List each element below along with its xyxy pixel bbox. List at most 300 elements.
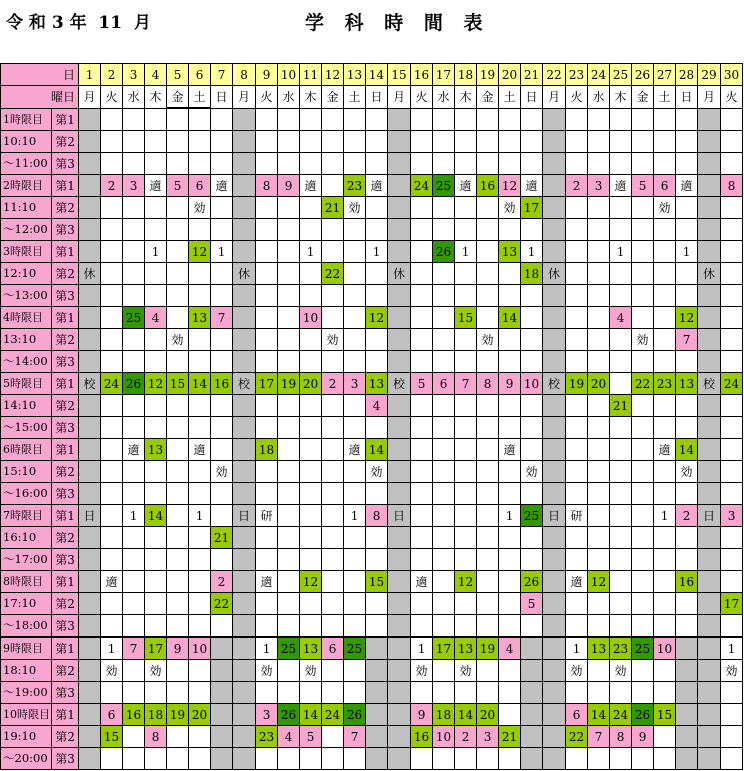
schedule-cell [411, 439, 433, 461]
schedule-cell [499, 615, 521, 638]
schedule-cell [588, 307, 610, 329]
holiday-cell [233, 682, 256, 704]
schedule-cell [521, 417, 543, 439]
schedule-cell: 12 [499, 175, 521, 197]
schedule-cell [632, 153, 654, 175]
slot-label: 第1 [52, 175, 79, 197]
holiday-cell [676, 726, 698, 748]
schedule-cell [123, 197, 145, 219]
schedule-cell [101, 748, 123, 770]
schedule-cell [101, 241, 123, 263]
schedule-cell [610, 615, 632, 638]
holiday-cell [79, 219, 101, 241]
period-label-cell [1, 153, 52, 175]
schedule-cell: 17 [433, 637, 455, 660]
schedule-cell: 1 [145, 241, 167, 263]
schedule-cell [411, 219, 433, 241]
schedule-cell: 3 [344, 373, 366, 395]
schedule-cell: 23 [654, 373, 676, 395]
holiday-cell: 休 [388, 263, 411, 285]
schedule-cell: 7 [123, 637, 145, 660]
schedule-cell [521, 483, 543, 505]
schedule-cell [167, 593, 189, 615]
schedule-cell [411, 263, 433, 285]
schedule-cell [300, 108, 322, 131]
schedule-cell [654, 241, 676, 263]
holiday-cell [388, 660, 411, 682]
holiday-cell [543, 131, 566, 153]
holiday-cell [543, 197, 566, 219]
period-end: ～20:00 [3, 751, 48, 765]
schedule-cell [123, 241, 145, 263]
schedule-cell [610, 682, 632, 704]
holiday-cell [233, 307, 256, 329]
schedule-cell: 10 [433, 726, 455, 748]
schedule-cell [477, 285, 499, 307]
schedule-cell [101, 263, 123, 285]
schedule-cell: 14 [676, 439, 698, 461]
period-label-cell [1, 637, 52, 660]
holiday-cell: 日 [543, 505, 566, 527]
schedule-cell [610, 461, 632, 483]
schedule-cell: 23 [344, 175, 366, 197]
schedule-cell [632, 549, 654, 571]
holiday-cell: 校 [698, 373, 721, 395]
schedule-cell [189, 726, 211, 748]
holiday-cell [698, 549, 721, 571]
schedule-cell: 2 [101, 175, 123, 197]
period-label-cell [1, 439, 52, 461]
schedule-cell [322, 307, 344, 329]
schedule-cell [101, 461, 123, 483]
schedule-cell [588, 131, 610, 153]
schedule-cell [721, 131, 743, 153]
schedule-cell [278, 197, 300, 219]
day-number: 7 [211, 64, 233, 86]
holiday-cell [698, 351, 721, 373]
schedule-cell [145, 131, 167, 153]
schedule-cell [322, 748, 344, 770]
schedule-cell [278, 108, 300, 131]
schedule-cell [366, 285, 388, 307]
schedule-cell [101, 483, 123, 505]
period-label-cell [1, 329, 52, 351]
schedule-cell: 1 [101, 637, 123, 660]
schedule-cell: 21 [610, 395, 632, 417]
schedule-cell [566, 395, 588, 417]
schedule-cell [499, 461, 521, 483]
schedule-cell [477, 131, 499, 153]
period-label-cell [1, 571, 52, 593]
schedule-cell: 効 [676, 461, 698, 483]
schedule-cell [477, 748, 499, 770]
holiday-cell [543, 660, 566, 682]
schedule-cell [433, 549, 455, 571]
schedule-cell: 8 [721, 175, 743, 197]
schedule-cell: 効 [721, 660, 743, 682]
weekday-cell: 日 [366, 86, 388, 109]
slot-row [1, 439, 743, 461]
schedule-cell: 13 [588, 637, 610, 660]
schedule-cell [721, 527, 743, 549]
schedule-cell: 12 [189, 241, 211, 263]
period-label-cell [1, 263, 52, 285]
holiday-cell [698, 660, 721, 682]
schedule-cell [499, 351, 521, 373]
period-label-cell [1, 527, 52, 549]
holiday-cell [543, 307, 566, 329]
holiday-cell [698, 395, 721, 417]
page-header [0, 0, 744, 60]
holiday-cell [233, 704, 256, 726]
weekday-cell: 木 [145, 86, 167, 109]
holiday-cell [366, 748, 388, 770]
holiday-cell [233, 748, 256, 770]
schedule-cell: 26 [433, 241, 455, 263]
schedule-cell: 適 [654, 439, 676, 461]
holiday-cell [698, 417, 721, 439]
schedule-cell [433, 329, 455, 351]
day-number: 16 [411, 64, 433, 86]
holiday-cell [388, 395, 411, 417]
holiday-cell [366, 726, 388, 748]
schedule-cell [632, 593, 654, 615]
slot-row [1, 329, 743, 351]
schedule-cell [411, 285, 433, 307]
schedule-cell [610, 373, 632, 395]
schedule-cell [211, 108, 233, 131]
schedule-cell [189, 351, 211, 373]
schedule-cell [499, 593, 521, 615]
schedule-cell [676, 417, 698, 439]
schedule-cell [256, 197, 278, 219]
schedule-cell [300, 197, 322, 219]
schedule-cell [256, 615, 278, 638]
slot-label: 第2 [52, 197, 79, 219]
schedule-cell [654, 615, 676, 638]
holiday-cell [543, 527, 566, 549]
schedule-cell [588, 197, 610, 219]
holiday-cell [543, 593, 566, 615]
period-label-cell [1, 219, 52, 241]
schedule-cell: 26 [521, 571, 543, 593]
period-start: 18:10 [3, 663, 37, 677]
period-label-cell [1, 131, 52, 153]
schedule-cell [101, 219, 123, 241]
period-end: ～11:00 [3, 156, 48, 170]
period-label-cell [1, 175, 52, 197]
holiday-cell [79, 615, 101, 638]
schedule-cell [632, 285, 654, 307]
schedule-cell [433, 153, 455, 175]
schedule-cell [521, 395, 543, 417]
schedule-cell: 9 [499, 373, 521, 395]
schedule-cell [610, 748, 632, 770]
schedule-cell [721, 351, 743, 373]
period-name: 8時限目 [3, 575, 43, 588]
schedule-cell [588, 615, 610, 638]
schedule-cell [566, 483, 588, 505]
schedule-cell [477, 439, 499, 461]
holiday-cell [543, 241, 566, 263]
weekday-label: 曜日 [1, 86, 79, 109]
slot-label: 第3 [52, 615, 79, 638]
schedule-cell [654, 682, 676, 704]
schedule-cell [632, 571, 654, 593]
schedule-cell [167, 263, 189, 285]
holiday-cell [79, 483, 101, 505]
schedule-cell [610, 108, 632, 131]
schedule-cell [632, 417, 654, 439]
schedule-cell [256, 593, 278, 615]
schedule-cell [256, 329, 278, 351]
schedule-cell: 7 [211, 307, 233, 329]
slot-row [1, 549, 743, 571]
schedule-cell [632, 483, 654, 505]
schedule-cell: 1 [189, 505, 211, 527]
schedule-cell [455, 351, 477, 373]
holiday-cell [698, 175, 721, 197]
schedule-cell [167, 197, 189, 219]
schedule-cell: 1 [721, 637, 743, 660]
schedule-cell [676, 395, 698, 417]
schedule-cell [455, 461, 477, 483]
holiday-cell [388, 682, 411, 704]
schedule-cell [167, 108, 189, 131]
schedule-cell [433, 527, 455, 549]
schedule-cell [588, 660, 610, 682]
holiday-cell [79, 395, 101, 417]
period-name: 9時限目 [3, 642, 43, 655]
schedule-cell [256, 153, 278, 175]
schedule-cell: 9 [278, 175, 300, 197]
schedule-cell [145, 593, 167, 615]
day-number: 20 [499, 64, 521, 86]
schedule-cell [433, 615, 455, 638]
slot-row [1, 417, 743, 439]
schedule-cell: 効 [256, 660, 278, 682]
schedule-cell [433, 395, 455, 417]
day-number: 6 [189, 64, 211, 86]
schedule-cell [278, 153, 300, 175]
day-number: 2 [101, 64, 123, 86]
holiday-cell [388, 483, 411, 505]
schedule-cell [632, 241, 654, 263]
schedule-cell: 7 [676, 329, 698, 351]
schedule-cell: 18 [256, 439, 278, 461]
period-start: 16:10 [3, 530, 37, 544]
period-label-cell [1, 108, 52, 131]
period-label-cell [1, 682, 52, 704]
schedule-cell [566, 307, 588, 329]
slot-row [1, 285, 743, 307]
schedule-cell [167, 726, 189, 748]
holiday-cell [543, 748, 566, 770]
schedule-cell: 24 [610, 704, 632, 726]
schedule-cell [211, 263, 233, 285]
day-label: 日 [1, 64, 79, 86]
schedule-cell: 26 [344, 704, 366, 726]
holiday-cell [698, 285, 721, 307]
day-number: 15 [388, 64, 411, 86]
day-number: 24 [588, 64, 610, 86]
schedule-cell: 5 [167, 175, 189, 197]
schedule-cell [101, 351, 123, 373]
weekday-header-row [1, 86, 743, 109]
schedule-cell [123, 329, 145, 351]
slot-label: 第1 [52, 439, 79, 461]
weekday-cell: 木 [300, 86, 322, 109]
schedule-cell [654, 219, 676, 241]
schedule-cell [632, 439, 654, 461]
schedule-cell [588, 682, 610, 704]
schedule-cell [477, 483, 499, 505]
schedule-cell [101, 307, 123, 329]
schedule-cell: 7 [455, 373, 477, 395]
schedule-cell [721, 748, 743, 770]
schedule-cell [588, 153, 610, 175]
weekday-cell: 木 [610, 86, 632, 109]
schedule-cell: 13 [189, 307, 211, 329]
schedule-cell: 8 [256, 175, 278, 197]
schedule-cell [632, 263, 654, 285]
schedule-cell [499, 219, 521, 241]
holiday-cell [388, 241, 411, 263]
holiday-cell [543, 285, 566, 307]
schedule-cell [366, 351, 388, 373]
schedule-cell [632, 197, 654, 219]
holiday-cell [698, 108, 721, 131]
schedule-cell [521, 439, 543, 461]
schedule-cell [477, 417, 499, 439]
schedule-cell: 3 [477, 726, 499, 748]
period-name: 4時限目 [3, 311, 43, 324]
schedule-cell: 20 [189, 704, 211, 726]
schedule-cell [101, 108, 123, 131]
schedule-cell: 23 [610, 637, 632, 660]
schedule-cell [211, 505, 233, 527]
holiday-cell [388, 637, 411, 660]
holiday-cell [543, 637, 566, 660]
schedule-cell [145, 461, 167, 483]
schedule-cell: 適 [676, 175, 698, 197]
slot-row [1, 505, 743, 527]
schedule-cell: 効 [189, 197, 211, 219]
schedule-cell: 21 [499, 726, 521, 748]
schedule-cell: 25 [123, 307, 145, 329]
schedule-cell: 12 [145, 373, 167, 395]
schedule-cell [411, 615, 433, 638]
schedule-cell [344, 219, 366, 241]
schedule-cell [101, 197, 123, 219]
slot-row [1, 726, 743, 748]
schedule-cell [366, 417, 388, 439]
holiday-cell [233, 461, 256, 483]
schedule-cell: 適 [366, 175, 388, 197]
holiday-cell [79, 527, 101, 549]
weekday-cell: 土 [499, 86, 521, 109]
schedule-cell [610, 417, 632, 439]
holiday-cell [233, 351, 256, 373]
period-label-cell [1, 241, 52, 263]
holiday-cell [543, 219, 566, 241]
schedule-cell [721, 153, 743, 175]
schedule-cell [654, 461, 676, 483]
holiday-cell [698, 704, 721, 726]
schedule-cell: 効 [167, 329, 189, 351]
holiday-cell: 校 [233, 373, 256, 395]
holiday-cell [698, 637, 721, 660]
schedule-cell [433, 748, 455, 770]
schedule-cell: 10 [654, 637, 676, 660]
schedule-cell: 適 [256, 571, 278, 593]
schedule-cell [499, 571, 521, 593]
schedule-cell [588, 285, 610, 307]
schedule-cell [145, 219, 167, 241]
schedule-cell [145, 527, 167, 549]
schedule-cell [256, 527, 278, 549]
period-label-cell [1, 373, 52, 395]
holiday-cell [79, 726, 101, 748]
holiday-cell [543, 108, 566, 131]
schedule-cell [344, 153, 366, 175]
schedule-cell [477, 549, 499, 571]
schedule-cell [211, 417, 233, 439]
schedule-cell [588, 417, 610, 439]
schedule-cell [366, 329, 388, 351]
schedule-cell [610, 549, 632, 571]
schedule-cell [366, 483, 388, 505]
schedule-cell: 13 [300, 637, 322, 660]
schedule-cell [455, 505, 477, 527]
schedule-cell: 1 [610, 241, 632, 263]
schedule-cell [145, 285, 167, 307]
schedule-cell [322, 549, 344, 571]
schedule-cell: 7 [344, 726, 366, 748]
period-label-cell [1, 285, 52, 307]
schedule-cell [344, 263, 366, 285]
schedule-cell [455, 549, 477, 571]
period-end: ～13:00 [3, 288, 48, 302]
day-number: 25 [610, 64, 632, 86]
schedule-cell: 1 [256, 637, 278, 660]
schedule-cell: 5 [521, 593, 543, 615]
schedule-cell [499, 660, 521, 682]
schedule-cell: 17 [145, 637, 167, 660]
schedule-cell [322, 682, 344, 704]
schedule-cell [588, 351, 610, 373]
schedule-cell [366, 153, 388, 175]
holiday-cell [233, 593, 256, 615]
holiday-cell [521, 726, 543, 748]
schedule-cell: 9 [632, 726, 654, 748]
schedule-cell [211, 197, 233, 219]
schedule-cell [477, 660, 499, 682]
schedule-cell [256, 682, 278, 704]
schedule-cell [344, 660, 366, 682]
schedule-cell [366, 527, 388, 549]
day-number: 8 [233, 64, 256, 86]
schedule-cell: 19 [477, 637, 499, 660]
schedule-cell [366, 615, 388, 638]
weekday-cell: 水 [123, 86, 145, 109]
holiday-cell [543, 461, 566, 483]
schedule-cell [521, 219, 543, 241]
schedule-cell [278, 263, 300, 285]
schedule-cell [654, 395, 676, 417]
weekday-cell: 土 [189, 86, 211, 109]
schedule-cell [167, 682, 189, 704]
